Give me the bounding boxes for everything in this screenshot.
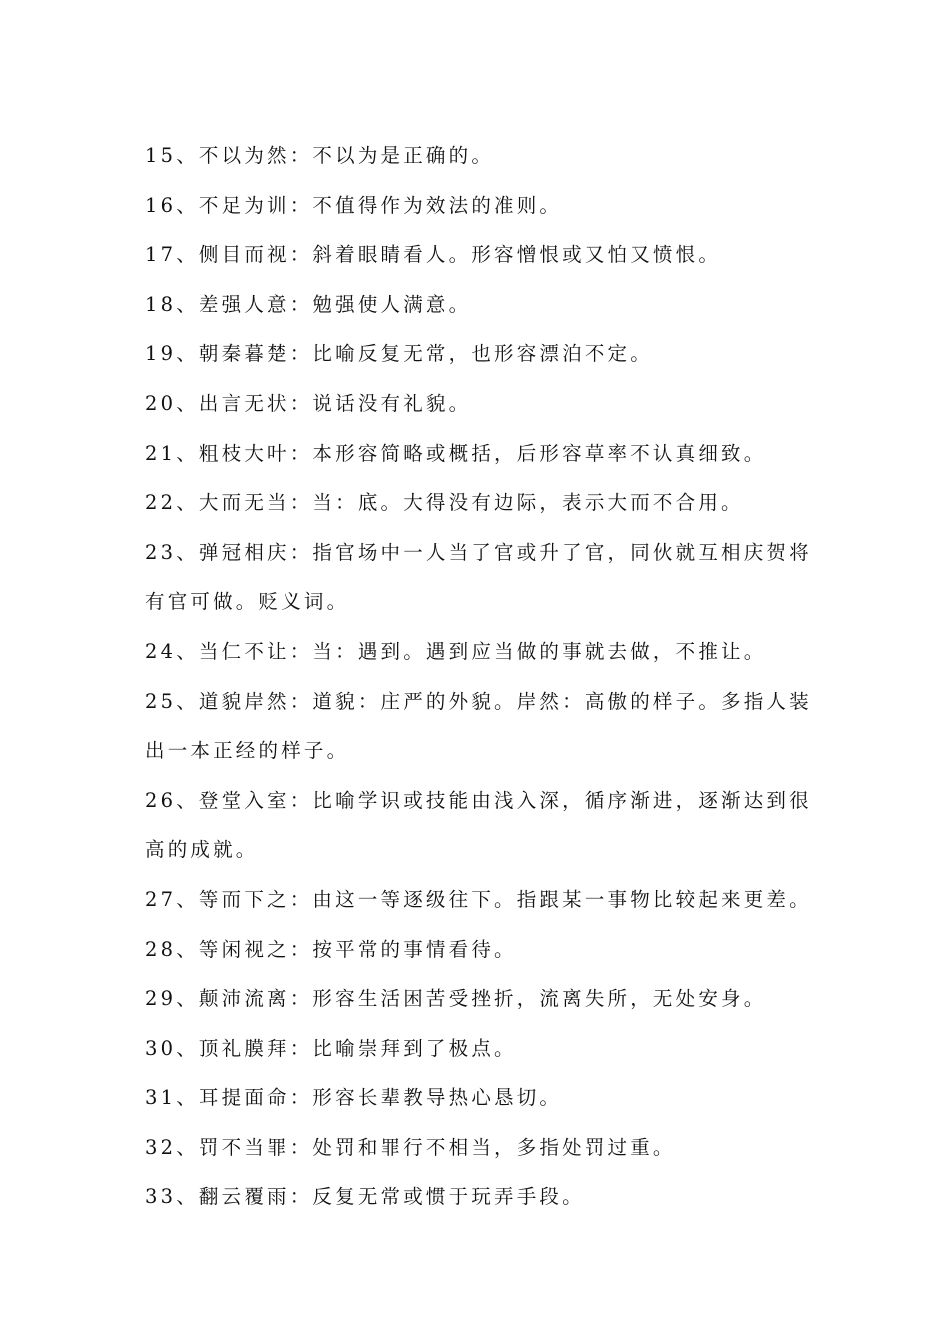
text-line: 23、弹冠相庆：指官场中一人当了官或升了官，同伙就互相庆贺将	[145, 540, 812, 564]
text-line: 20、出言无状：说话没有礼貌。	[145, 391, 472, 415]
text-line: 33、翻云覆雨：反复无常或惯于玩弄手段。	[145, 1185, 585, 1209]
text-line: 28、等闲视之：按平常的事情看待。	[145, 937, 517, 961]
text-line: 24、当仁不让：当：遇到。遇到应当做的事就去做，不推让。	[145, 639, 767, 663]
text-line: 有官可做。贬义词。	[145, 590, 350, 614]
text-line: 19、朝秦暮楚：比喻反复无常，也形容漂泊不定。	[145, 342, 653, 366]
text-line: 高的成就。	[145, 838, 259, 862]
text-line: 22、大而无当：当：底。大得没有边际，表示大而不合用。	[145, 491, 744, 515]
text-line: 30、顶礼膜拜：比喻崇拜到了极点。	[145, 1036, 517, 1060]
text-line: 32、罚不当罪：处罚和罪行不相当，多指处罚过重。	[145, 1135, 676, 1159]
text-line: 17、侧目而视：斜着眼睛看人。形容憎恨或又怕又愤恨。	[145, 243, 722, 267]
text-line: 25、道貌岸然：道貌：庄严的外貌。岸然：高傲的样子。多指人装	[145, 689, 812, 713]
text-line: 29、颠沛流离：形容生活困苦受挫折，流离失所，无处安身。	[145, 987, 767, 1011]
text-line: 31、耳提面命：形容长辈教导热心恳切。	[145, 1086, 563, 1110]
idiom-text-body	[145, 131, 815, 1222]
text-line: 15、不以为然：不以为是正确的。	[145, 144, 495, 167]
text-line: 26、登堂入室：比喻学识或技能由浅入深，循序渐进，逐渐达到很	[145, 788, 812, 812]
text-line: 27、等而下之：由这一等逐级往下。指跟某一事物比较起来更差。	[145, 887, 812, 911]
text-line: 出一本正经的样子。	[145, 739, 350, 763]
text-line: 16、不足为训：不值得作为效法的准则。	[145, 193, 563, 217]
text-line: 18、差强人意：勉强使人满意。	[145, 292, 472, 316]
text-line: 21、粗枝大叶：本形容简略或概括，后形容草率不认真细致。	[145, 441, 767, 465]
